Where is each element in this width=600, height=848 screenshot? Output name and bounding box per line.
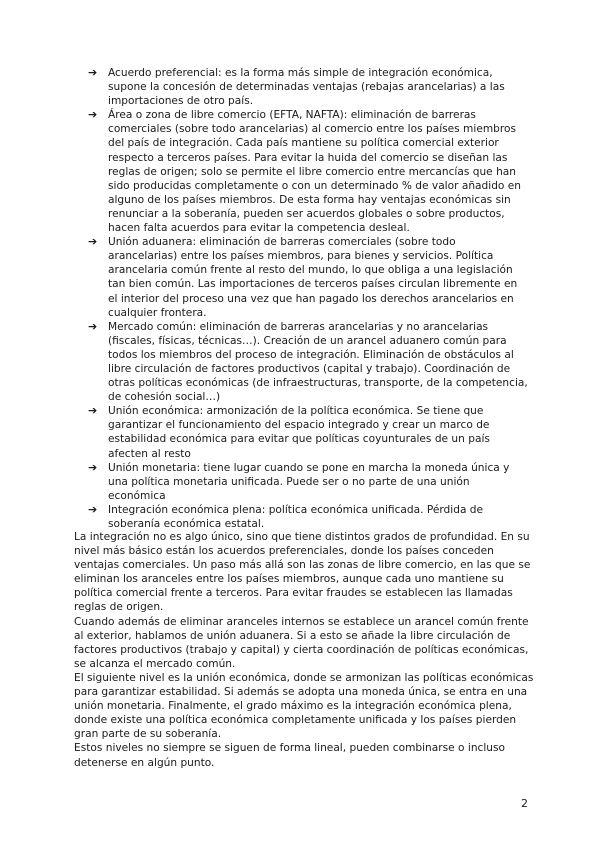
arrow-icon: ➔	[88, 460, 98, 474]
paragraph: El siguiente nivel es la unión económica, donde se armonizan las políticas económicas para garantizar estabilidad. Si además se adopta una moneda única, se entra en una unión monetaria. Finalmente, el grado máximo es la integración económica plena, donde existe una política económica completamente unificada y los países pierden gran parte de su soberanía.	[74, 671, 534, 741]
integration-levels-list	[88, 66, 528, 531]
list-item: ➔ Unión económica: armonización de la política económica. Se tiene que garantizar el funcionamiento del espacio integrado y crear un marco de estabilidad económica para evitar que políticas coyunturales de un país afecten al resto	[88, 404, 490, 460]
list-item: ➔ Área o zona de libre comercio (EFTA, NAFTA): eliminación de barreras comerciales (sobre todo arancelarias) al comercio entre los países miembros del país de integración. Cada país mantiene su política comercial exterior respecto a terceros países. Para evitar la huida del comercio se diseñan las reglas de origen; solo se permite el libre comercio entre mercancías que han sido producidas completamente o con un determinado % de valor añadido en alguno de los países miembros. De esta forma hay ventajas económicas sin renunciar a la soberanía, pueden ser acuerdos globales o sobre productos, hacen falta acuerdos para evitar la competencia desleal.	[88, 108, 522, 235]
list-item: ➔ Acuerdo preferencial: es la forma más simple de integración económica, supone la concesión de determinadas ventajas (rebajas arancelarias) a las importaciones de otro país.	[88, 66, 505, 108]
paragraph: Estos niveles no siempre se siguen de forma lineal, pueden combinarse o incluso detenerse en algún punto.	[74, 742, 506, 769]
summary-text	[74, 530, 534, 770]
page-number: 2	[521, 797, 528, 810]
arrow-icon: ➔	[88, 108, 98, 122]
arrow-icon: ➔	[88, 319, 98, 333]
paragraph: La integración no es algo único, sino que tiene distintos grados de profundidad. En su nivel más básico están los acuerdos preferenciales, donde los países conceden ventajas comerciales. Un paso más allá son las zonas de libre comercio, en las que se eliminan los aranceles entre los países miembros, aunque cada uno mantiene su política comercial frente a terceros. Para evitar fraudes se establecen las llamadas reglas de origen.	[74, 531, 531, 614]
arrow-icon: ➔	[88, 502, 98, 516]
list-item: ➔ Mercado común: eliminación de barreras arancelarias y no arancelarias (fiscales, físicas, técnicas…). Creación de un arancel aduanero común para todos los miembros del proceso de integración. Eliminación de obstáculos al libre circulación de factores productivos (capital y trabajo). Coordinación de otras políticas económicas (de infraestructuras, transporte, de la competencia, de cohesión social…)	[88, 319, 528, 404]
list-item: ➔ Integración económica plena: política económica unificada. Pérdida de soberanía económica estatal.	[88, 502, 484, 530]
arrow-icon: ➔	[88, 404, 98, 418]
arrow-icon: ➔	[88, 235, 98, 249]
list-item: ➔ Unión monetaria: tiene lugar cuando se pone en marcha la moneda única y una política monetaria unificada. Puede ser o no parte de una unión económica	[88, 460, 510, 502]
arrow-icon: ➔	[88, 66, 98, 79]
paragraph: Cuando además de eliminar aranceles internos se establece un arancel común frente al exterior, hablamos de unión aduanera. Si a esto se añade la libre circulación de factores productivos (trabajo y capital) y cierta coordinación de políticas económicas, se alcanza el mercado común.	[74, 615, 529, 670]
list-item: ➔ Unión aduanera: eliminación de barreras comerciales (sobre todo arancelarias) entre los países miembros, para bienes y servicios. Política arancelaria común frente al resto del mundo, lo que obliga a una legislación tan bien común. Las importaciones de terceros países circulan libremente en el interior del proceso una vez que han pagado los derechos arancelarios en cualquier frontera.	[88, 235, 518, 319]
